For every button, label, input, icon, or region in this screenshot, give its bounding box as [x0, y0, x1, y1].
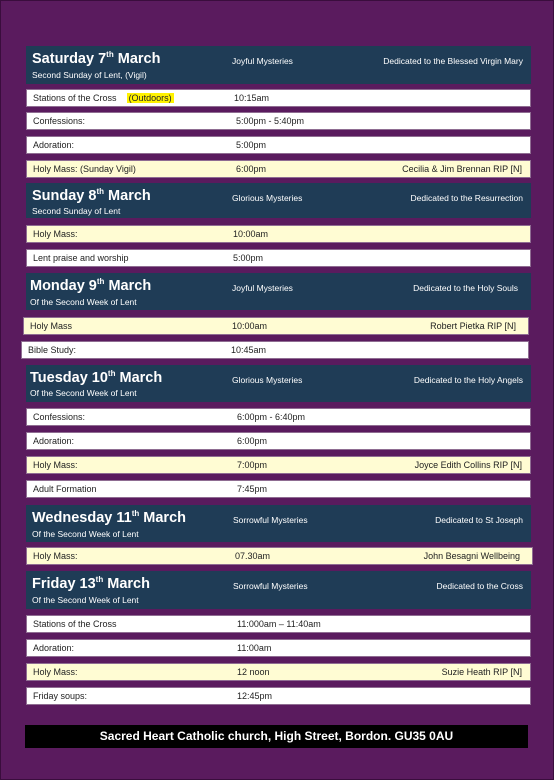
- mass-row: Holy Mass 10:00am Robert Pietka RIP [N]: [23, 317, 529, 335]
- schedule-row: Stations of the Cross (Outdoors) 10:15am: [26, 89, 531, 107]
- mass-row: Holy Mass: (Sunday Vigil) 6:00pm Cecilia & Jim Brennan RIP [N]: [26, 160, 531, 178]
- day-header-friday: [26, 571, 531, 609]
- mysteries-label: Joyful Mysteries: [232, 283, 293, 293]
- schedule-row: Adoration: 6:00pm: [26, 432, 531, 450]
- church-address-footer: Sacred Heart Catholic church, High Street, Bordon. GU35 0AU: [25, 725, 528, 748]
- dedication-label: Dedicated to the Holy Souls: [413, 283, 518, 293]
- schedule-row: Adult Formation 7:45pm: [26, 480, 531, 498]
- day-title: Tuesday 10th March: [30, 369, 163, 386]
- day-subtitle: Of the Second Week of Lent: [30, 297, 137, 307]
- day-title: Monday 9th March: [30, 277, 152, 294]
- day-title: Wednesday 11th March: [32, 509, 186, 526]
- day-header-saturday: [26, 46, 531, 84]
- schedule-row: Adoration: 11:00am: [26, 639, 531, 657]
- schedule-row: Bible Study: 10:45am: [21, 341, 529, 359]
- mysteries-label: Glorious Mysteries: [232, 193, 303, 203]
- day-header-monday: [26, 273, 531, 310]
- dedication-label: Dedicated to the Resurrection: [410, 193, 523, 203]
- dedication-label: Dedicated to the Cross: [436, 581, 523, 591]
- day-subtitle: Of the Second Week of Lent: [30, 388, 137, 398]
- outdoors-highlight: (Outdoors): [128, 93, 172, 103]
- day-title: Sunday 8th March: [32, 187, 151, 204]
- schedule-row: Adoration: 5:00pm: [26, 136, 531, 154]
- day-header-sunday: [26, 183, 531, 218]
- day-subtitle: Of the Second Week of Lent: [32, 595, 139, 605]
- dedication-label: Dedicated to the Blessed Virgin Mary: [383, 56, 523, 66]
- mass-row: Holy Mass: 12 noon Suzie Heath RIP [N]: [26, 663, 531, 681]
- schedule-row: Stations of the Cross 11:000am – 11:40am: [26, 615, 531, 633]
- dedication-label: Dedicated to St Joseph: [435, 515, 523, 525]
- dedication-label: Dedicated to the Holy Angels: [413, 375, 523, 385]
- mysteries-label: Sorrowful Mysteries: [233, 581, 308, 591]
- mass-row: Holy Mass: 7:00pm Joyce Edith Collins RIP [N]: [26, 456, 531, 474]
- day-header-tuesday: [26, 365, 531, 402]
- day-subtitle: Second Sunday of Lent, (Vigil): [32, 70, 147, 80]
- schedule-row: Confessions: 5:00pm - 5:40pm: [26, 112, 531, 130]
- mysteries-label: Sorrowful Mysteries: [233, 515, 308, 525]
- mass-row: Holy Mass: 10:00am: [26, 225, 531, 243]
- day-title: Friday 13th March: [32, 575, 150, 592]
- mysteries-label: Glorious Mysteries: [232, 375, 303, 385]
- day-subtitle: Of the Second Week of Lent: [32, 529, 139, 539]
- mysteries-label: Joyful Mysteries: [232, 56, 293, 66]
- schedule-row: Confessions: 6:00pm - 6:40pm: [26, 408, 531, 426]
- day-subtitle: Second Sunday of Lent: [32, 206, 121, 216]
- mass-row: Holy Mass: 07.30am John Besagni Wellbeing: [26, 547, 533, 565]
- schedule-row: Lent praise and worship 5:00pm: [26, 249, 531, 267]
- day-title: Saturday 7th March: [32, 50, 161, 67]
- day-header-wednesday: [26, 505, 531, 542]
- schedule-row: Friday soups: 12:45pm: [26, 687, 531, 705]
